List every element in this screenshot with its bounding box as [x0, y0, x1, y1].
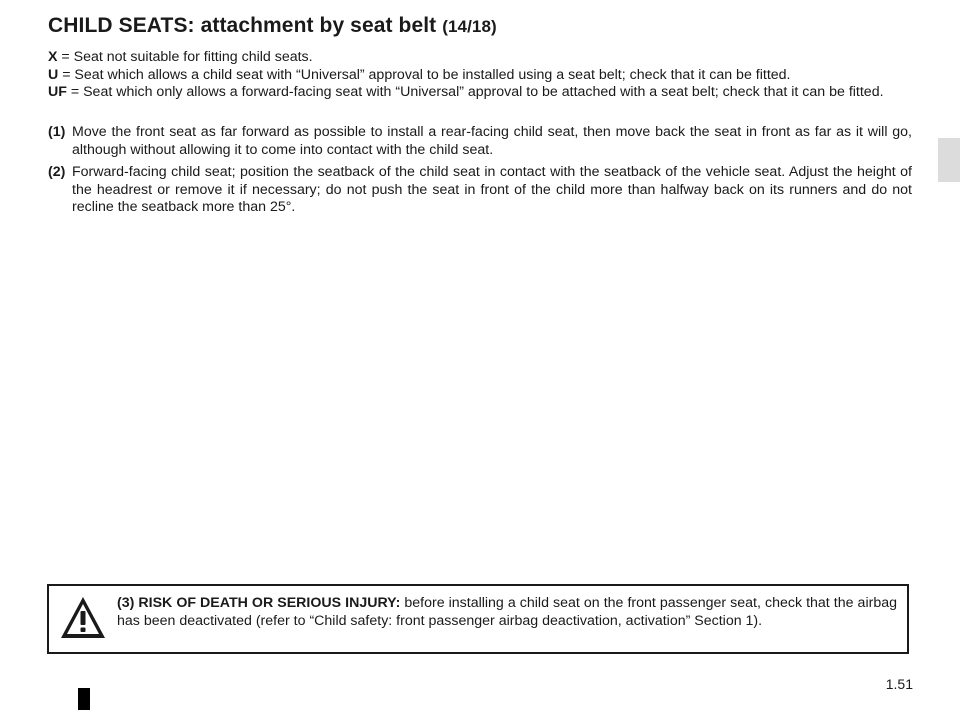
definition-item: UF = Seat which only allows a forward-facing seat with “Universal” approval to be attached with a seat belt; check that it can be fitted. — [48, 84, 912, 102]
definition-key: X — [48, 49, 58, 65]
note-item — [48, 164, 912, 217]
definitions-list — [48, 49, 912, 102]
note-item — [48, 124, 912, 159]
note-number: (2) — [48, 164, 66, 180]
notes-list — [48, 124, 912, 222]
corner-mark — [78, 688, 90, 710]
warning-box — [47, 584, 909, 654]
page-title — [48, 14, 497, 38]
definition-key: UF — [48, 84, 67, 100]
note-text: Forward-facing child seat; position the seatback of the child seat in contact with the seatback of the vehicle seat. Adjust the height of the headrest or remove it if necessary; do not push the seat in front of the child more than halfway back on its runners and do not recline the seatback more than 25°. — [72, 164, 912, 215]
warning-text — [117, 595, 897, 630]
definition-key: U — [48, 66, 59, 83]
note-text: Move the front seat as far forward as possible to install a rear-facing child seat, then move back the seat in front as far as it will go, although without allowing it to come into contact with the child seat. — [72, 124, 912, 158]
definition-text: Seat which only allows a forward-facing seat with “Universal” approval to be attached with a seat belt; check that it can be fitted. — [83, 84, 884, 100]
title-main: CHILD SEATS: attachment by seat belt — [48, 14, 443, 37]
title-page-count: (14/18) — [442, 17, 497, 36]
warning-heading: (3) RISK OF DEATH OR SERIOUS INJURY: — [117, 595, 401, 611]
definition-item: U = Seat which allows a child seat with “Universal” approval to be installed using a seat belt; check that it can be fitted. — [48, 67, 912, 85]
note-number: (1) — [48, 124, 66, 140]
definition-text: Seat which allows a child seat with “Universal” approval to be installed using a seat belt; check that it can be fitted. — [74, 66, 791, 83]
definition-text: Seat not suitable for fitting child seats. — [73, 49, 313, 65]
page-number: 1.51 — [885, 676, 913, 692]
definition-item: X = Seat not suitable for fitting child seats. — [48, 49, 912, 67]
warning-body: before installing a child seat on the front passenger seat, check that the airbag has been deactivated (refer to “Child safety: front passenger airbag deactivation, activation” Section 1). — [117, 595, 897, 629]
section-tab — [938, 138, 960, 182]
warning-triangle-icon — [59, 594, 107, 642]
